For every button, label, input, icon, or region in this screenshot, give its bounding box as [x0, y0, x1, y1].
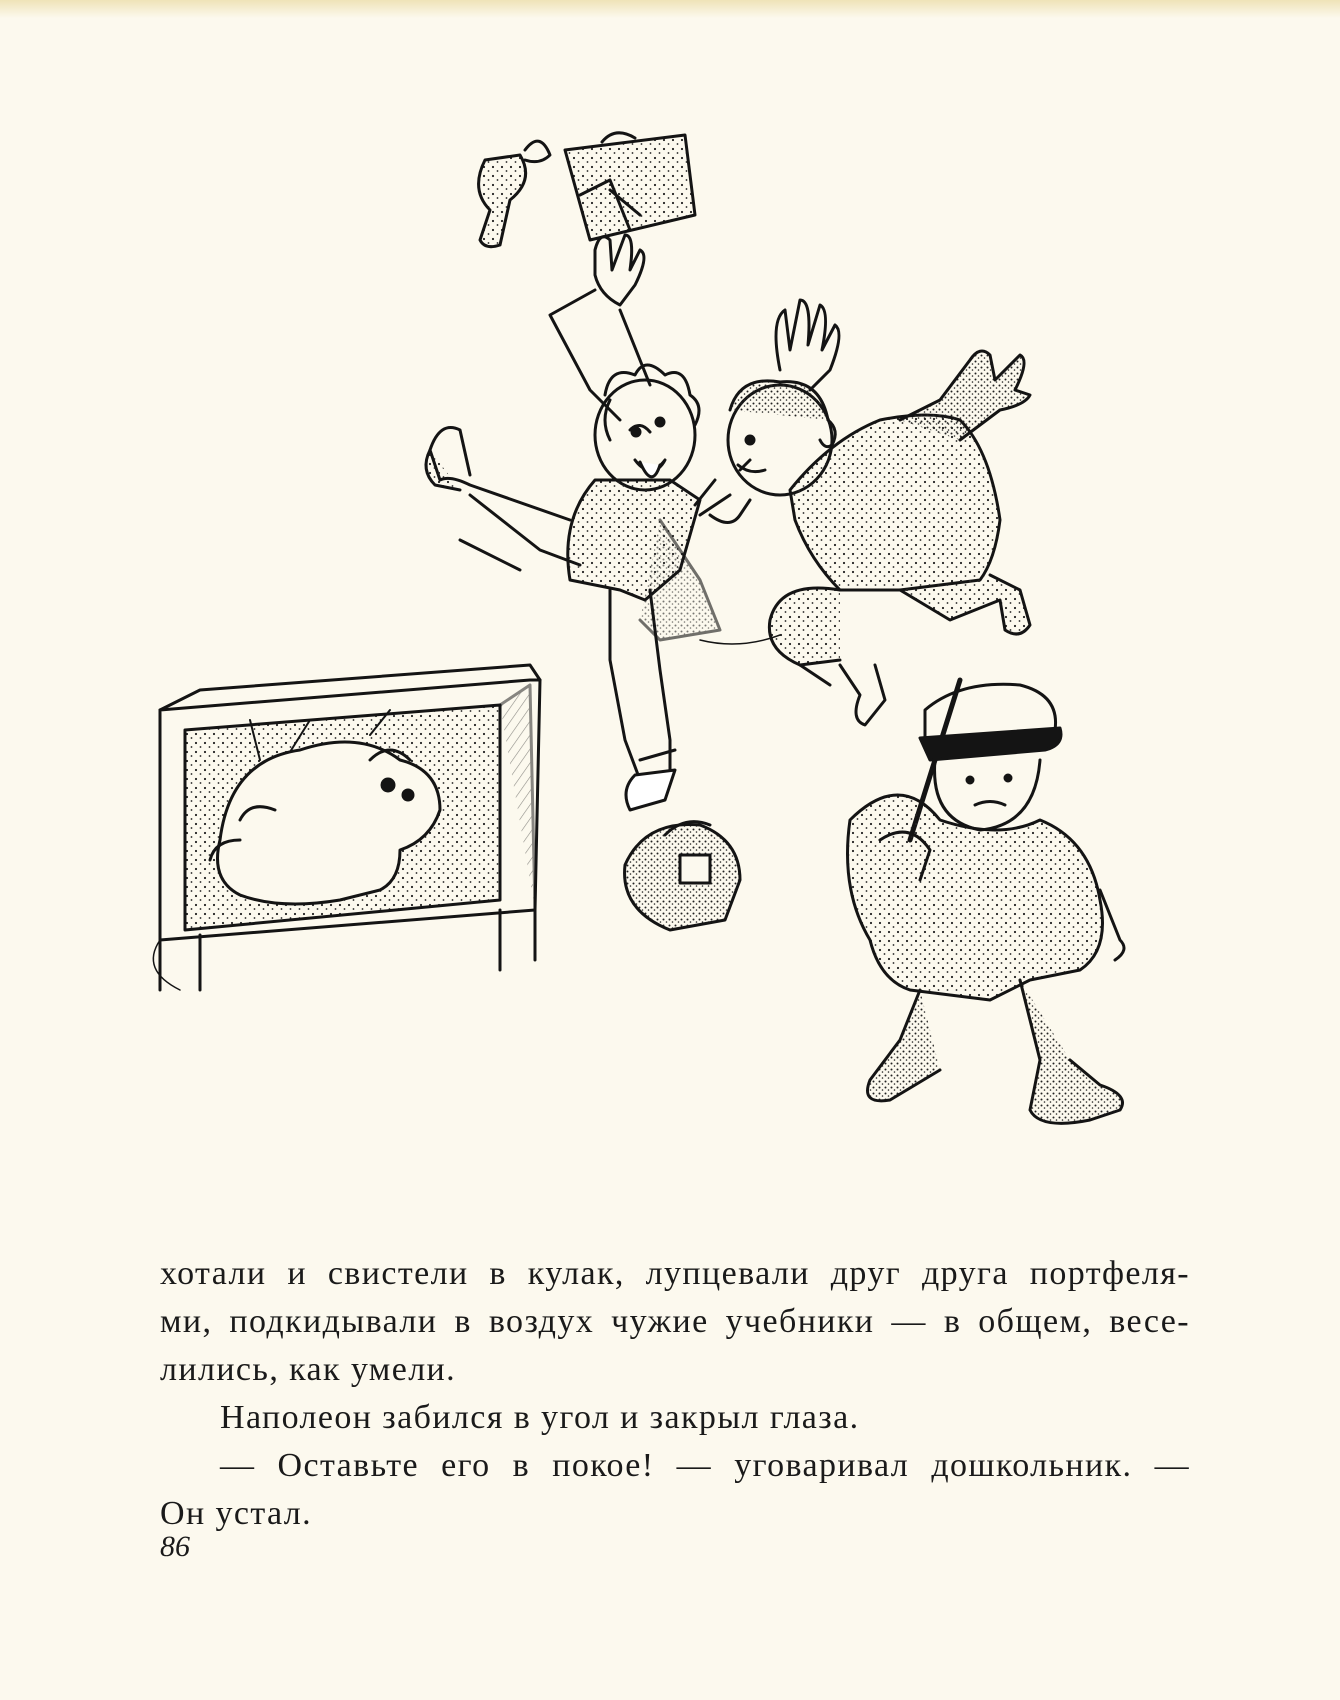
illustration-schoolboys-icon	[140, 120, 1220, 1250]
body-text	[160, 1250, 1190, 1538]
text-line: хотали и свистели в кулак, лупцевали друг друга портфеля-	[160, 1255, 1190, 1292]
satchel-on-floor-icon	[625, 822, 740, 930]
jumping-boy-right-icon	[695, 300, 1030, 725]
page-number: 86	[160, 1530, 190, 1563]
dialogue-line: Он устал.	[160, 1495, 313, 1532]
page-top-edge	[0, 0, 1340, 18]
dialogue-line: — Оставьте его в покое! — уговаривал дошкольник. —	[220, 1447, 1190, 1484]
paragraph: Наполеон забился в угол и закрыл глаза.	[220, 1399, 860, 1436]
aquarium-cage-icon	[153, 665, 540, 990]
flying-satchel-icon	[565, 133, 695, 240]
text-line: лились, как умели.	[160, 1351, 457, 1388]
boy-in-cap-icon	[848, 680, 1125, 1123]
flying-shoe-icon	[479, 141, 550, 247]
text-line: ми, подкидывали в воздух чужие учебники — в общем, весе-	[160, 1303, 1190, 1340]
